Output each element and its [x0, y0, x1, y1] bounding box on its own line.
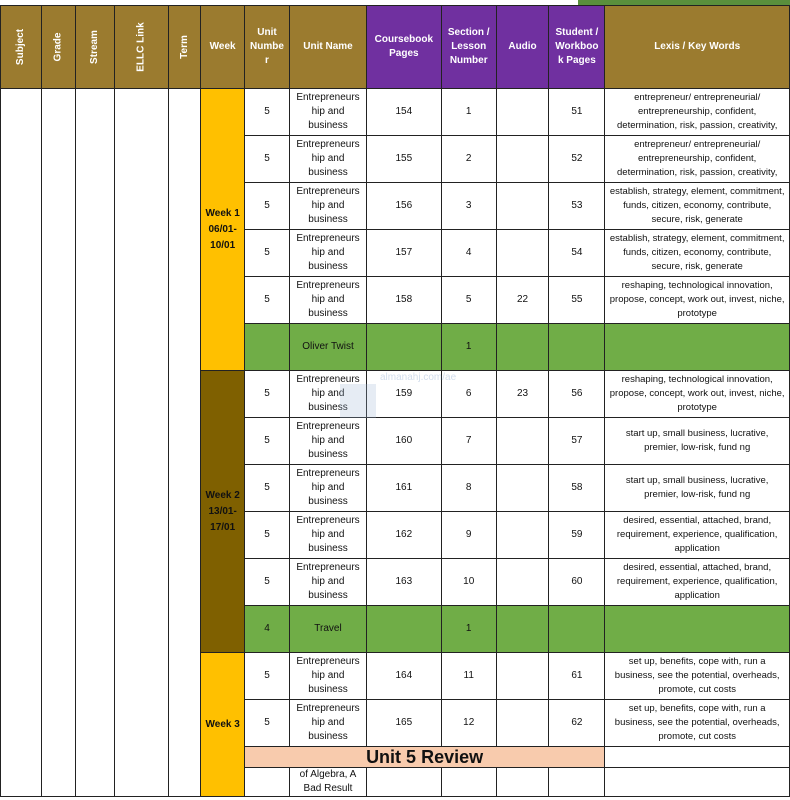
section-cell[interactable]: 10	[441, 559, 496, 606]
coursebook-page-cell[interactable]: 156	[366, 183, 441, 230]
header-week[interactable]: Week	[201, 6, 244, 89]
audio-cell[interactable]	[496, 512, 549, 559]
unit-number-cell[interactable]	[244, 324, 289, 371]
unit-number-cell[interactable]: 5	[244, 89, 289, 136]
unit-number-cell[interactable]: 5	[244, 277, 289, 324]
workbook-page-cell[interactable]: 52	[549, 136, 605, 183]
audio-cell[interactable]	[496, 324, 549, 371]
lexis-cell[interactable]: start up, small business, lucrative, premier, low-risk, fund ng	[605, 465, 790, 512]
coursebook-page-cell[interactable]: 165	[366, 700, 441, 747]
lexis-cell[interactable]: set up, benefits, cope with, run a business, see the potential, overheads, promote, cut costs	[605, 700, 790, 747]
section-cell[interactable]: 4	[441, 230, 496, 277]
watermark	[340, 372, 460, 428]
coursebook-page-cell[interactable]	[366, 324, 441, 371]
section-cell[interactable]: 8	[441, 465, 496, 512]
unit-number-cell[interactable]: 5	[244, 230, 289, 277]
workbook-page-cell[interactable]: 61	[549, 653, 605, 700]
unit-name-cell[interactable]: Entrepreneurs hip and business	[290, 512, 367, 559]
lexis-cell[interactable]: entrepreneur/ entrepreneurial/ entrepreneurship, confident, determination, risk, passion, creativity,	[605, 136, 790, 183]
section-cell[interactable]: 12	[441, 700, 496, 747]
workbook-page-cell[interactable]: 59	[549, 512, 605, 559]
unit-number-cell[interactable]: 5	[244, 183, 289, 230]
coursebook-page-cell[interactable]: 159	[366, 371, 441, 418]
coursebook-page-cell[interactable]: 162	[366, 512, 441, 559]
workbook-page-cell[interactable]	[549, 324, 605, 371]
unit-name-cell[interactable]: Entrepreneurs hip and business	[290, 136, 367, 183]
workbook-page-cell[interactable]: 62	[549, 700, 605, 747]
watermark-url: almanahj.com/ae	[380, 372, 457, 383]
lexis-cell[interactable]: reshaping, technological innovation, propose, concept, work out, invest, niche, prototype	[605, 277, 790, 324]
audio-cell[interactable]	[496, 230, 549, 277]
coursebook-page-cell[interactable]: 161	[366, 465, 441, 512]
header-subject[interactable]: Subject	[1, 6, 42, 89]
unit-name-cell[interactable]: Entrepreneurs hip and business	[290, 89, 367, 136]
stream-cell[interactable]	[76, 89, 115, 797]
coursebook-page-cell[interactable]: 160	[366, 418, 441, 465]
section-cell[interactable]: 11	[441, 653, 496, 700]
section-cell[interactable]: 6	[441, 371, 496, 418]
coursebook-page-cell[interactable]	[366, 606, 441, 653]
workbook-page-cell[interactable]: 53	[549, 183, 605, 230]
unit-name-cell[interactable]: of Algebra, A Bad Result	[290, 768, 367, 797]
unit-number-cell[interactable]: 4	[244, 606, 289, 653]
workbook-page-cell[interactable]	[549, 768, 605, 797]
header-ellc-link[interactable]: ELLC Link	[114, 6, 168, 89]
unit-name-cell[interactable]: Entrepreneurs hip and business	[290, 371, 367, 418]
week-label: Week 1	[205, 207, 240, 219]
coursebook-page-cell[interactable]	[366, 768, 441, 797]
week-dates: 13/01-17/01	[208, 505, 237, 533]
header-coursebook-pages[interactable]: Coursebook Pages	[366, 6, 441, 89]
unit-number-cell[interactable]	[244, 768, 289, 797]
week-label: Week 2	[205, 489, 240, 501]
audio-cell[interactable]	[496, 465, 549, 512]
unit-number-cell[interactable]: 5	[244, 465, 289, 512]
lexis-cell[interactable]: establish, strategy, element, commitment, funds, citizen, economy, contribute, secure, risk, generate	[605, 230, 790, 277]
audio-cell[interactable]	[496, 136, 549, 183]
unit-number-cell[interactable]: 5	[244, 136, 289, 183]
unit-number-cell[interactable]: 5	[244, 418, 289, 465]
unit-name-cell[interactable]: Entrepreneurs hip and business	[290, 559, 367, 606]
unit-name-cell[interactable]: Entrepreneurs hip and business	[290, 465, 367, 512]
section-cell[interactable]	[441, 768, 496, 797]
unit-number-cell[interactable]: 5	[244, 371, 289, 418]
ellc-link-cell[interactable]	[114, 89, 168, 797]
lexis-cell[interactable]: reshaping, technological innovation, propose, concept, work out, invest, niche, prototype	[605, 371, 790, 418]
workbook-page-cell[interactable]: 56	[549, 371, 605, 418]
header-row	[1, 6, 790, 89]
lexis-cell[interactable]: start up, small business, lucrative, premier, low-risk, fund ng	[605, 418, 790, 465]
grade-cell[interactable]	[42, 89, 76, 797]
week-label: Week 3	[205, 718, 240, 730]
coursebook-page-cell[interactable]: 163	[366, 559, 441, 606]
week-2-cell[interactable]	[201, 371, 244, 653]
header-term[interactable]: Term	[169, 6, 201, 89]
workbook-page-cell[interactable]: 55	[549, 277, 605, 324]
header-workbook-pages[interactable]: Student / Workboo k Pages	[549, 6, 605, 89]
section-cell[interactable]: 1	[441, 89, 496, 136]
workbook-page-cell[interactable]: 58	[549, 465, 605, 512]
unit-name-cell[interactable]: Entrepreneurs hip and business	[290, 653, 367, 700]
watermark-logo-icon	[340, 384, 376, 418]
header-stream[interactable]: Stream	[76, 6, 115, 89]
audio-cell[interactable]: 22	[496, 277, 549, 324]
coursebook-page-cell[interactable]: 155	[366, 136, 441, 183]
header-unit-number[interactable]: Unit Numbe r	[244, 6, 289, 89]
workbook-page-cell[interactable]: 57	[549, 418, 605, 465]
workbook-page-cell[interactable]	[549, 606, 605, 653]
lexis-cell[interactable]	[605, 606, 790, 653]
lexis-cell[interactable]: entrepreneur/ entrepreneurial/ entrepreneurship, confident, determination, risk, passion, creativity,	[605, 89, 790, 136]
lexis-cell[interactable]: desired, essential, attached, brand, requirement, experience, qualification, application	[605, 559, 790, 606]
unit-name-cell[interactable]: Travel	[290, 606, 367, 653]
lexis-cell[interactable]	[605, 768, 790, 797]
week-1-cell[interactable]	[201, 89, 244, 371]
audio-cell[interactable]	[496, 700, 549, 747]
subject-cell[interactable]	[1, 89, 42, 797]
table-row	[1, 89, 790, 136]
section-cell[interactable]: 3	[441, 183, 496, 230]
section-cell[interactable]: 2	[441, 136, 496, 183]
audio-cell[interactable]	[496, 606, 549, 653]
header-grade[interactable]: Grade	[42, 6, 76, 89]
coursebook-page-cell[interactable]: 157	[366, 230, 441, 277]
lexis-cell[interactable]	[605, 747, 790, 768]
audio-cell[interactable]	[496, 89, 549, 136]
unit-name-cell[interactable]: Entrepreneurs hip and business	[290, 183, 367, 230]
section-cell[interactable]: 1	[441, 324, 496, 371]
section-cell[interactable]: 5	[441, 277, 496, 324]
audio-cell[interactable]	[496, 183, 549, 230]
unit-name-cell[interactable]: Entrepreneurs hip and business	[290, 700, 367, 747]
header-unit-name[interactable]: Unit Name	[290, 6, 367, 89]
audio-cell[interactable]	[496, 653, 549, 700]
unit-name-cell[interactable]: Entrepreneurs hip and business	[290, 418, 367, 465]
audio-cell[interactable]	[496, 418, 549, 465]
lexis-cell[interactable]: set up, benefits, cope with, run a business, see the potential, overheads, promote, cut costs	[605, 653, 790, 700]
workbook-page-cell[interactable]: 60	[549, 559, 605, 606]
unit-number-cell[interactable]: 5	[244, 559, 289, 606]
coursebook-page-cell[interactable]: 154	[366, 89, 441, 136]
section-cell[interactable]: 9	[441, 512, 496, 559]
unit-number-cell[interactable]: 5	[244, 512, 289, 559]
unit-number-cell[interactable]: 5	[244, 653, 289, 700]
section-cell[interactable]: 1	[441, 606, 496, 653]
unit-name-cell[interactable]: Oliver Twist	[290, 324, 367, 371]
unit-name-cell[interactable]: Entrepreneurs hip and business	[290, 277, 367, 324]
audio-cell[interactable]	[496, 768, 549, 797]
lexis-cell[interactable]	[605, 324, 790, 371]
lexis-cell[interactable]: desired, essential, attached, brand, requirement, experience, qualification, application	[605, 512, 790, 559]
unit-number-cell[interactable]: 5	[244, 700, 289, 747]
week-dates: 06/01-10/01	[208, 223, 237, 251]
unit-name-cell[interactable]: Entrepreneurs hip and business	[290, 230, 367, 277]
term-cell[interactable]	[169, 89, 201, 797]
workbook-page-cell[interactable]: 54	[549, 230, 605, 277]
lexis-cell[interactable]: establish, strategy, element, commitment, funds, citizen, economy, contribute, secure, risk, generate	[605, 183, 790, 230]
section-cell[interactable]: 7	[441, 418, 496, 465]
header-audio[interactable]: Audio	[496, 6, 549, 89]
header-lexis[interactable]: Lexis / Key Words	[605, 6, 790, 89]
header-section-lesson[interactable]: Section / Lesson Number	[441, 6, 496, 89]
coursebook-page-cell[interactable]: 158	[366, 277, 441, 324]
week-3-cell[interactable]	[201, 653, 244, 797]
audio-cell[interactable]	[496, 559, 549, 606]
coursebook-page-cell[interactable]: 164	[366, 653, 441, 700]
workbook-page-cell[interactable]: 51	[549, 89, 605, 136]
audio-cell[interactable]: 23	[496, 371, 549, 418]
unit-review-banner[interactable]: Unit 5 Review	[244, 747, 605, 768]
